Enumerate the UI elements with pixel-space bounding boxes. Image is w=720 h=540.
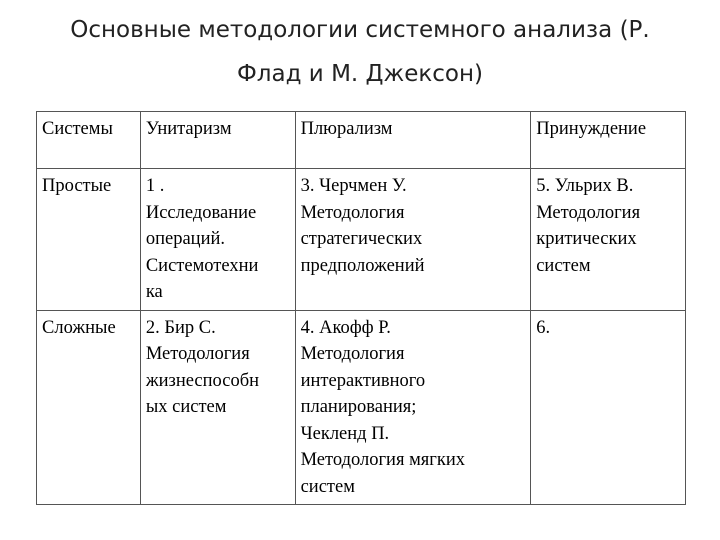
cell-line: систем	[536, 255, 591, 276]
cell-simple-unitarism	[140, 169, 295, 311]
cell-line: Чекленд П.	[300, 423, 390, 444]
cell-complex-unitarism	[140, 310, 295, 505]
cell-line: 1 .	[145, 176, 165, 196]
title-line-2: Флад и М. Джексон)	[237, 61, 483, 87]
cell-complex-pluralism	[295, 310, 531, 505]
cell-line: систем	[300, 476, 355, 497]
cell-line: 3. Черчмен У.	[300, 176, 407, 196]
header-cell-coercion: Принуждение	[531, 112, 686, 169]
cell-line: Методология	[300, 344, 405, 364]
methodology-table	[36, 111, 686, 505]
cell-line: предположений	[300, 255, 425, 276]
header-cell-unitarism: Унитаризм	[140, 112, 295, 169]
cell-line: 6.	[536, 317, 551, 338]
cell-line: Исследование	[145, 202, 257, 223]
cell-line: критических	[536, 229, 637, 249]
table-row-simple	[37, 169, 686, 311]
cell-line: ка	[145, 282, 163, 302]
cell-simple-pluralism	[295, 169, 531, 311]
cell-line: стратегических	[300, 229, 423, 249]
cell-line: ых систем	[145, 397, 227, 417]
header-cell-pluralism: Плюрализм	[295, 112, 531, 169]
header-cell-systems: Системы	[37, 112, 141, 169]
cell-line: интерактивного	[300, 370, 426, 391]
cell-line: 4. Акофф Р.	[300, 317, 391, 338]
slide-title	[40, 8, 680, 96]
cell-line: жизнеспособн	[145, 370, 260, 391]
cell-line: Методология	[145, 344, 250, 364]
row-label-simple: Простые	[37, 169, 141, 311]
cell-line: Методология мягких	[300, 450, 466, 470]
cell-line: Методология	[536, 202, 641, 223]
cell-line: планирования;	[300, 397, 417, 417]
cell-simple-coercion	[531, 169, 686, 311]
title-line-1: Основные методологии системного анализа (Р.	[70, 17, 650, 43]
table-row-complex	[37, 310, 686, 505]
cell-line: операций.	[145, 229, 225, 249]
cell-line: 5. Ульрих В.	[536, 176, 634, 196]
cell-line: 2. Бир С.	[145, 317, 216, 338]
cell-line: Системотехни	[145, 255, 259, 276]
row-label-complex: Сложные	[37, 310, 141, 505]
cell-line: Методология	[300, 202, 405, 223]
cell-complex-coercion	[531, 310, 686, 505]
table-header-row	[37, 112, 686, 169]
